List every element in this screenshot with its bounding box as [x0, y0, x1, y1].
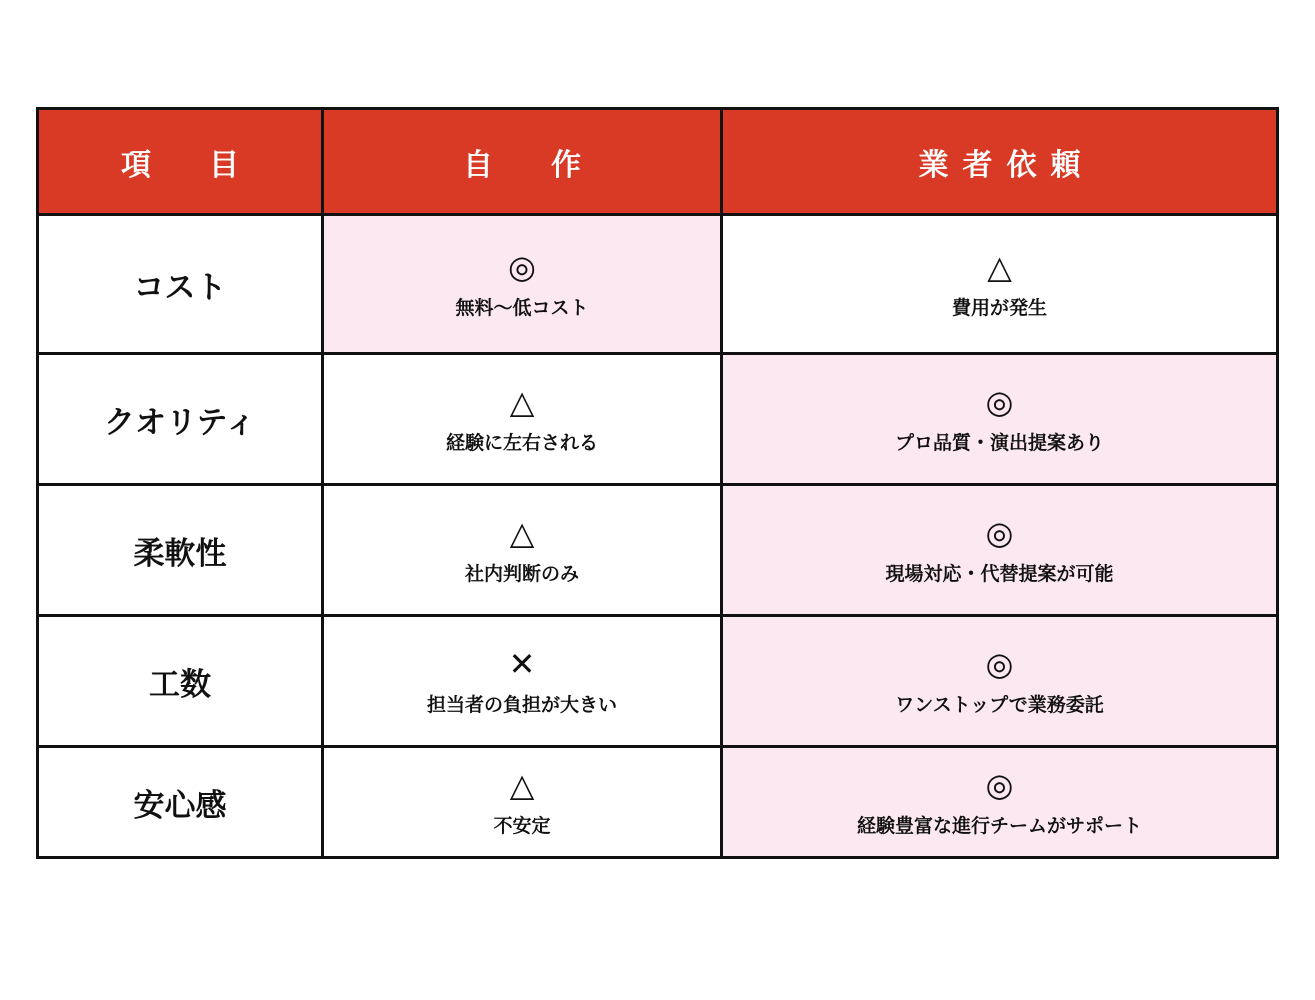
cell-quality-vendor: [723, 355, 1276, 483]
double-circle-icon: ◎: [508, 247, 536, 286]
row-label-reassurance: 安心感: [39, 748, 321, 856]
cell-reassurance-vendor: [723, 748, 1276, 856]
triangle-icon: △: [509, 765, 535, 804]
double-circle-icon: ◎: [985, 382, 1014, 421]
cell-cost-self: [324, 216, 720, 352]
double-circle-icon: ◎: [985, 644, 1014, 683]
row-label-flexibility: 柔軟性: [39, 486, 321, 614]
cell-text: 担当者の負担が大きい: [426, 693, 617, 716]
cell-workload-self: [324, 617, 720, 745]
double-circle-icon: ◎: [985, 513, 1014, 552]
cell-quality-self: [324, 355, 720, 483]
triangle-icon: △: [509, 382, 535, 421]
cell-text: 費用が発生: [951, 296, 1047, 319]
cell-flexibility-self: [324, 486, 720, 614]
header-item: 項 目: [39, 110, 321, 213]
header-self: 自 作: [324, 110, 720, 213]
row-label-cost: コスト: [39, 216, 321, 352]
header-vendor: 業者依頼: [723, 110, 1276, 213]
comparison-table: [36, 107, 1279, 859]
cell-text: プロ品質・演出提案あり: [894, 431, 1104, 454]
cell-workload-vendor: [723, 617, 1276, 745]
cell-flexibility-vendor: [723, 486, 1276, 614]
row-label-workload: 工数: [39, 617, 321, 745]
cell-cost-vendor: [723, 216, 1276, 352]
double-circle-icon: ◎: [985, 765, 1014, 804]
cell-reassurance-self: [324, 748, 720, 856]
cell-text: 現場対応・代替提案が可能: [885, 562, 1114, 585]
cell-text: 不安定: [493, 814, 551, 837]
cross-icon: ✕: [508, 644, 536, 683]
cell-text: ワンストップで業務委託: [895, 693, 1104, 716]
cell-text: 経験豊富な進行チームがサポート: [856, 814, 1142, 837]
cell-text: 無料〜低コスト: [455, 296, 589, 319]
triangle-icon: △: [509, 513, 535, 552]
cell-text: 経験に左右される: [445, 431, 598, 454]
row-label-quality: クオリティ: [39, 355, 321, 483]
cell-text: 社内判断のみ: [464, 562, 579, 585]
triangle-icon: △: [987, 247, 1012, 286]
